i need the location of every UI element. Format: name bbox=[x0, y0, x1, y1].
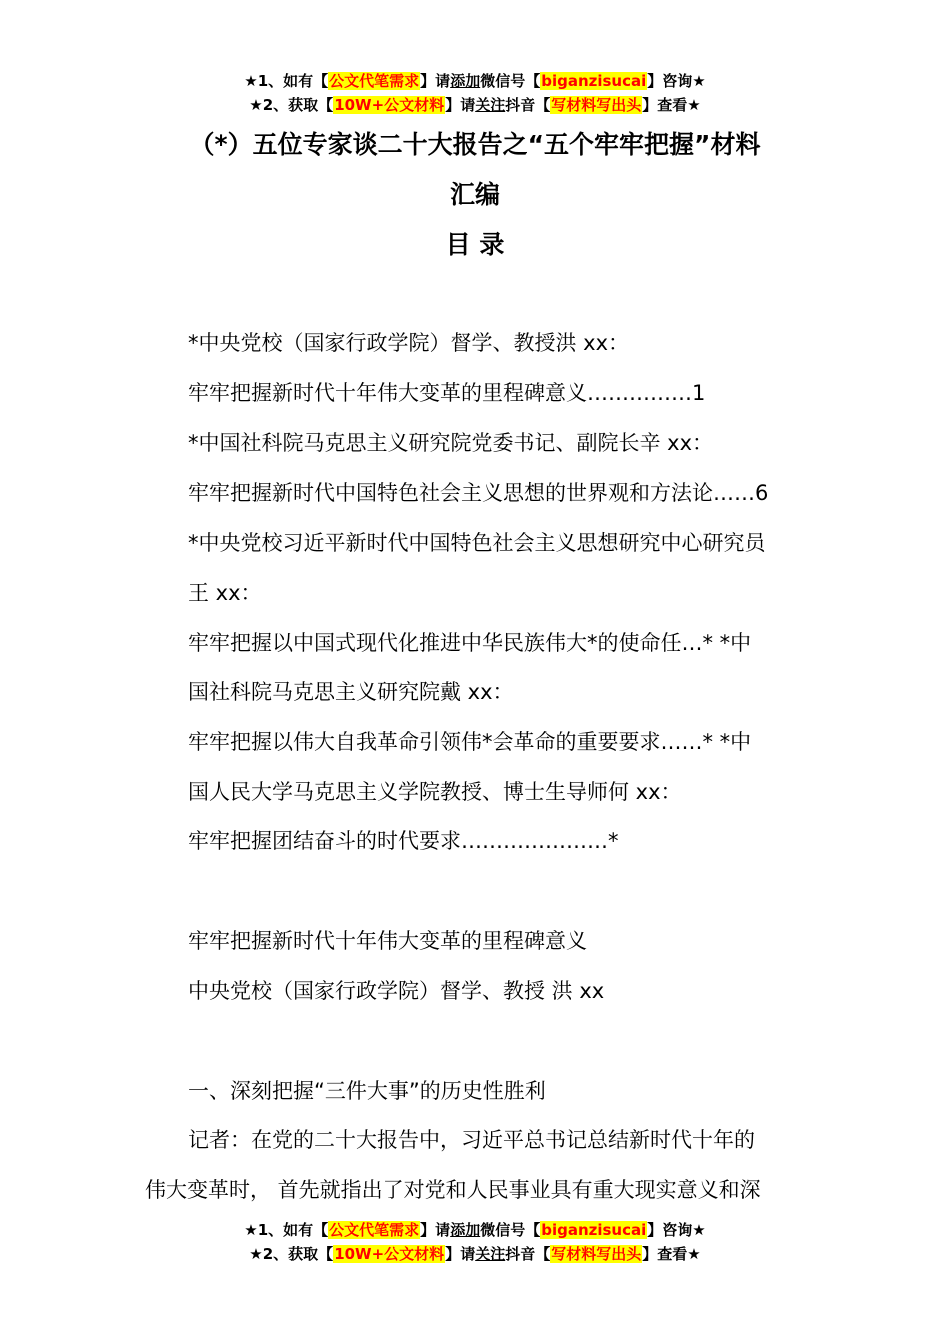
promo-wechat-id: biganzisucai bbox=[541, 1221, 647, 1239]
promo-text: 】请 bbox=[445, 1245, 476, 1263]
body-paragraph-line: 记者：在党的二十大报告中，习近平总书记总结新时代十年的 bbox=[188, 1128, 755, 1152]
promo-text: ★1、如有【 bbox=[244, 72, 329, 90]
promo-text: 】咨询★ bbox=[647, 1221, 706, 1239]
promo-wechat-id: biganzisucai bbox=[541, 72, 647, 90]
toc-line: *中央党校（国家行政学院）督学、教授洪 xx： bbox=[188, 331, 630, 355]
toc-line: 牢牢把握新时代十年伟大变革的里程碑意义……………1 bbox=[188, 381, 706, 405]
toc-line: *中央党校习近平新时代中国特色社会主义思想研究中心研究员 bbox=[188, 531, 766, 555]
toc-heading: 目 录 bbox=[445, 230, 505, 259]
footer-promo-line-1 bbox=[0, 1219, 950, 1241]
toc-line: 牢牢把握以伟大自我革命引领伟*会革命的重要要求……* *中 bbox=[188, 730, 752, 754]
promo-douyin-id: 写材料写出头 bbox=[551, 96, 642, 114]
toc-line: 牢牢把握以中国式现代化推进中华民族伟大*的使命任…* *中 bbox=[188, 631, 752, 655]
promo-emphasis: 关注 bbox=[475, 1245, 506, 1263]
toc-line: 牢牢把握新时代中国特色社会主义思想的世界观和方法论……6 bbox=[188, 481, 769, 505]
promo-highlight: 公文代笔需求 bbox=[329, 1221, 420, 1239]
promo-highlight: 10W+公文材料 bbox=[334, 1245, 445, 1263]
article-title: 牢牢把握新时代十年伟大变革的里程碑意义 bbox=[188, 929, 587, 953]
promo-text: 】查看★ bbox=[642, 96, 701, 114]
section-heading: 一、深刻把握“三件大事”的历史性胜利 bbox=[188, 1079, 546, 1103]
promo-text: 】咨询★ bbox=[647, 72, 706, 90]
document-title-line-1: （*）五位专家谈二十大报告之“五个牢牢把握”材料 bbox=[189, 130, 761, 159]
promo-text: 抖音【 bbox=[505, 1245, 551, 1263]
toc-line: *中国社科院马克思主义研究院党委书记、副院长辛 xx： bbox=[188, 431, 714, 455]
promo-emphasis: 关注 bbox=[475, 96, 506, 114]
promo-text: 抖音【 bbox=[505, 96, 551, 114]
toc-line: 国人民大学马克思主义学院教授、博士生导师何 xx： bbox=[188, 780, 682, 804]
promo-text: 微信号【 bbox=[480, 72, 541, 90]
promo-douyin-id: 写材料写出头 bbox=[551, 1245, 642, 1263]
body-paragraph-line: 伟大变革时， 首先就指出了对党和人民事业具有重大现实意义和深 bbox=[145, 1178, 761, 1202]
promo-text: 微信号【 bbox=[480, 1221, 541, 1239]
article-author: 中央党校（国家行政学院）督学、教授 洪 xx bbox=[188, 979, 605, 1003]
promo-text: ★2、获取【 bbox=[249, 96, 334, 114]
promo-highlight: 公文代笔需求 bbox=[329, 72, 420, 90]
toc-line: 国社科院马克思主义研究院戴 xx： bbox=[188, 680, 514, 704]
promo-text: ★1、如有【 bbox=[244, 1221, 329, 1239]
header-promo-line-2 bbox=[0, 94, 950, 116]
footer-promo-line-2 bbox=[0, 1243, 950, 1265]
promo-text: 】请 bbox=[445, 96, 476, 114]
document-title-line-2: 汇编 bbox=[449, 180, 500, 209]
promo-emphasis: 添加 bbox=[450, 72, 481, 90]
promo-text: 】查看★ bbox=[642, 1245, 701, 1263]
promo-text: ★2、获取【 bbox=[249, 1245, 334, 1263]
toc-line: 王 xx： bbox=[188, 581, 262, 605]
promo-highlight: 10W+公文材料 bbox=[334, 96, 445, 114]
header-promo-line-1 bbox=[0, 70, 950, 92]
promo-emphasis: 添加 bbox=[450, 1221, 481, 1239]
promo-text: 】请 bbox=[420, 1221, 451, 1239]
promo-text: 】请 bbox=[420, 72, 451, 90]
toc-line: 牢牢把握团结奋斗的时代要求…………………* bbox=[188, 829, 619, 853]
